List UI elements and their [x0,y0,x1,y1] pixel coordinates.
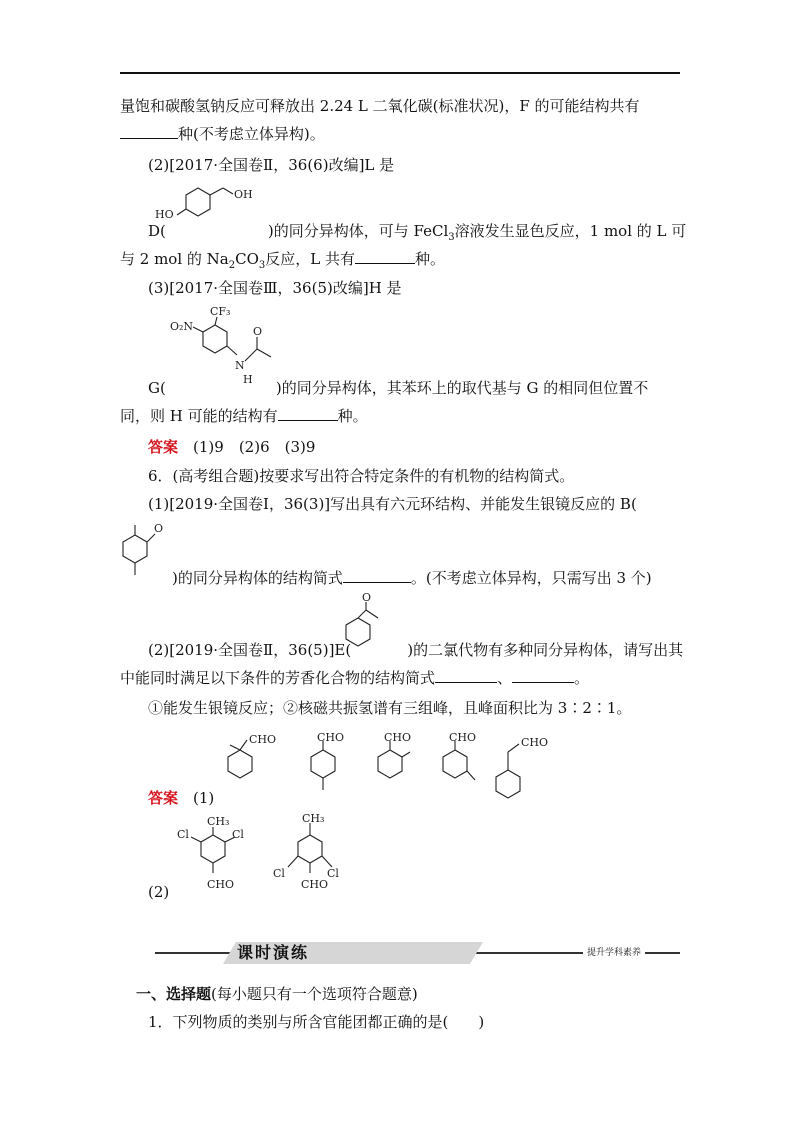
answer-label: 答案 [148,789,179,807]
svg-text:CHO: CHO [384,731,412,744]
svg-text:O: O [362,591,372,604]
question-line: (1)[2019·全国卷Ⅰ，36(3)]写出具有六元环结构、并能发生银镜反应的 B( [148,495,637,513]
question-line: (3)[2017·全国卷Ⅲ，36(5)改编]H 是 [148,279,402,297]
question-line: 中能同时满足以下条件的芳香化合物的结构简式 、 。 [120,669,590,687]
section-subtitle: 提升学科素养 [583,944,645,962]
question-line: 同，则 H 可能的结构有 种。 [120,407,368,425]
question-line: 与 2 mol 的 $Na_2CO_3$反应，L 共有 种。 [120,250,446,271]
answer-blank [435,668,497,683]
condition-line: ①能发生银镜反应；②核磁共振氢谱有三组峰，且峰面积比为 3∶2∶1。 [148,699,632,717]
question-line: )的同分异构体的结构简式 。(不考虑立体异构，只需写出 3 个) [172,569,652,587]
answer-blank [343,568,411,583]
svg-text:O₂N: O₂N [170,320,194,333]
svg-text:H: H [243,373,253,386]
svg-text:CHO: CHO [301,878,329,891]
svg-text:Cl: Cl [232,828,244,841]
compound-D-structure [155,180,260,221]
svg-text:CHO: CHO [449,731,477,744]
svg-text:Cl: Cl [327,867,339,880]
svg-text:CHO: CHO [521,736,549,749]
svg-text:O: O [253,325,263,338]
answer-blank [355,249,415,264]
answer-structures-1 [225,730,549,800]
compound-E-structure [338,591,398,646]
compound-G-structure [165,305,295,386]
structure-1d [443,731,476,780]
svg-text:O: O [154,522,164,535]
answer-line: 答案 (1) [148,789,215,807]
structure-1a [228,733,276,778]
svg-text:Cl: Cl [273,867,285,880]
text-line: 种(不考虑立体异构)。 [120,124,325,144]
svg-text:CH₃: CH₃ [302,812,325,825]
structure-2b [273,812,339,891]
section-title: 课时演练 [237,943,310,962]
answer-structures-2 [175,812,355,895]
section-banner [155,942,685,964]
structure-1c [378,731,411,778]
svg-text:CHO: CHO [317,731,345,744]
header-rule [120,72,680,74]
svg-text:CHO: CHO [207,878,235,891]
structure-1e [496,736,548,798]
svg-text:Cl: Cl [177,828,189,841]
question-line: D( )的同分异构体，可与 FeCl$_3$溶液发生显色反应，1 mol 的 L 可 [148,222,687,243]
answer-blank [120,124,178,139]
question-line: 6．(高考组合题)按要求写出符合特定条件的有机物的结构简式。 [148,467,575,485]
svg-text:CHO: CHO [249,733,277,746]
answer-label: 答案 [148,438,179,456]
svg-text:HO: HO [155,208,174,221]
compound-B-structure [120,520,165,580]
answer-blank [278,406,338,421]
answer-line: (2) [148,883,170,901]
svg-text:N: N [235,359,245,372]
svg-text:CH₃: CH₃ [207,815,230,828]
question-line: 1．下列物质的类别与所含官能团都正确的是( ) [148,1013,485,1031]
question-line: (2)[2017·全国卷Ⅱ，36(6)改编]L 是 [148,156,395,174]
structure-2a [177,815,244,891]
choice-heading: 一、选择题(每小题只有一个选项符合题意) [136,985,418,1003]
answer-blank [512,668,574,683]
svg-text:CF₃: CF₃ [210,305,231,318]
question-line: (2)[2019·全国卷Ⅱ，36(5)]E( )的二氯代物有多种同分异构体，请写出其 [148,641,684,659]
text-line: 量饱和碳酸氢钠反应可释放出 2.24 L 二氧化碳(标准状况)，F 的可能结构共有 [120,97,640,115]
answer-line [148,437,315,457]
structure-1b [311,731,344,790]
question-line: G( )的同分异构体，其苯环上的取代基与 G 的相同但位置不 [148,379,649,397]
answer-text: (1)9 (2)6 (3)9 [193,438,316,456]
svg-text:OH: OH [234,188,253,201]
